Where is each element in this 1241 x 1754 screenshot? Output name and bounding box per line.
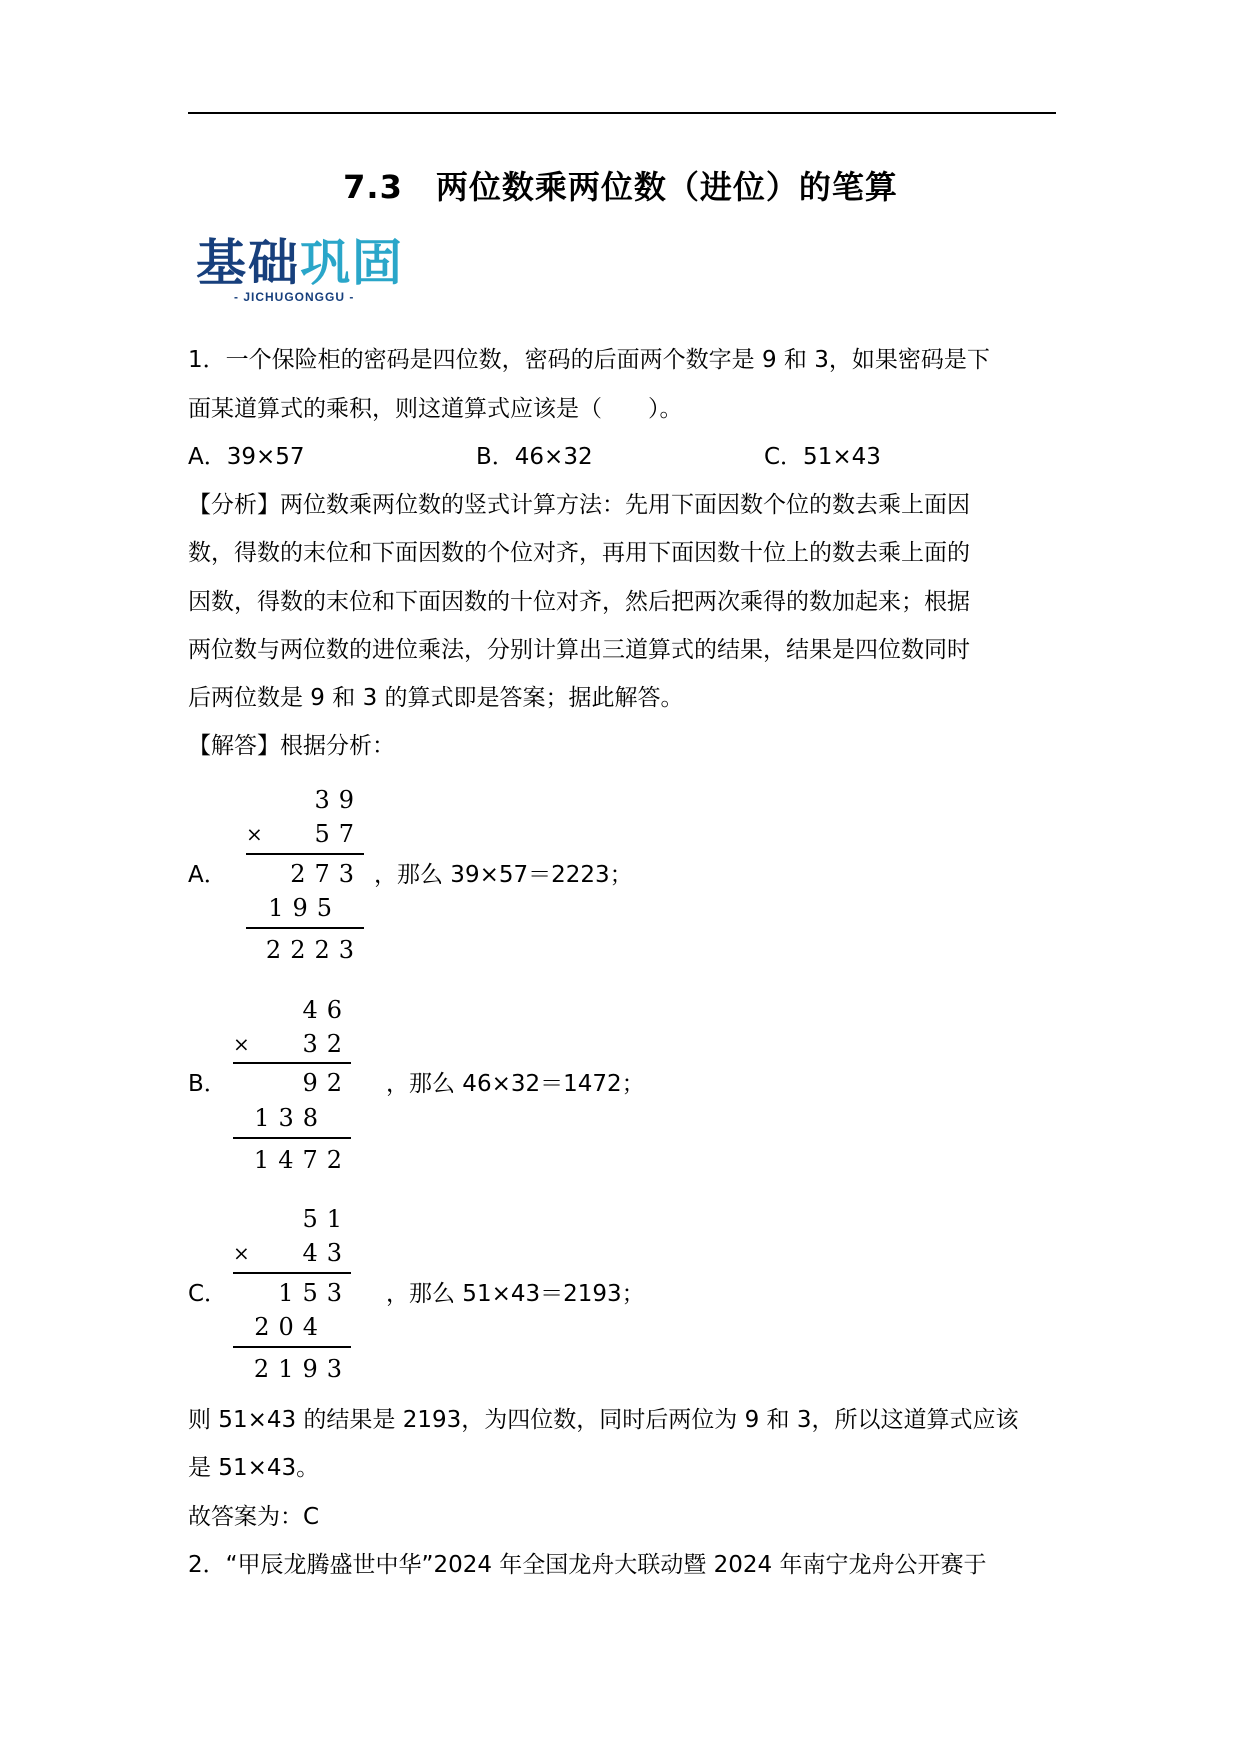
calc-rule — [233, 1346, 351, 1348]
partial-product-1: 92 — [302, 1069, 351, 1097]
times-sign: × — [233, 1032, 250, 1056]
analysis-line: 数，得数的末位和下面因数的个位对齐，再用下面因数十位上的数去乘上面的 — [188, 540, 970, 566]
answer-intro: 【解答】根据分析： — [188, 733, 395, 759]
vertical-label: C． — [188, 1281, 228, 1307]
q1-option-c: C．51×43 — [764, 444, 881, 470]
q1-stem-line2: 面某道算式的乘积，则这道算式应该是（ ）。 — [188, 396, 683, 422]
times-sign: × — [233, 1241, 250, 1265]
calc-rule — [233, 1272, 351, 1274]
product-sum: 2223 — [265, 936, 363, 964]
multiplicand: 51 — [302, 1205, 351, 1233]
times-sign: × — [246, 822, 263, 846]
logo-subtitle: - JICHUGONGGU - — [234, 290, 355, 304]
vertical-result: ，那么 39×57＝2223； — [374, 862, 633, 888]
vertical-label: B． — [188, 1071, 227, 1097]
vertical-label: A． — [188, 862, 227, 888]
product-sum: 2193 — [253, 1355, 351, 1383]
analysis-line: 两位数与两位数的进位乘法，分别计算出三道算式的结果，结果是四位数同时 — [188, 637, 970, 663]
final-answer: 故答案为：C — [188, 1504, 320, 1530]
calc-rule — [233, 1062, 351, 1064]
multiplicand: 39 — [314, 786, 363, 814]
section-logo — [196, 234, 416, 304]
partial-product-1: 153 — [278, 1279, 351, 1307]
partial-product-2: 204 — [254, 1313, 327, 1341]
partial-product-2: 195 — [268, 894, 341, 922]
partial-product-2: 138 — [254, 1104, 327, 1132]
multiplier: 32 — [302, 1030, 351, 1058]
vertical-result: ，那么 51×43＝2193； — [386, 1281, 645, 1307]
q1-option-b: B．46×32 — [476, 444, 593, 470]
conclusion-line2: 是 51×43。 — [188, 1455, 320, 1481]
calc-rule — [246, 927, 364, 929]
q1-stem-line1: 1．一个保险柜的密码是四位数，密码的后面两个数字是 9 和 3，如果密码是下 — [188, 347, 990, 373]
calc-rule — [246, 853, 364, 855]
calc-rule — [233, 1137, 351, 1139]
vertical-result: ，那么 46×32＝1472； — [386, 1071, 645, 1097]
q1-option-a: A．39×57 — [188, 444, 305, 470]
partial-product-1: 273 — [290, 860, 363, 888]
page-title: 7.3 两位数乘两位数（进位）的笔算 — [343, 168, 898, 206]
conclusion-line1: 则 51×43 的结果是 2193，为四位数，同时后两位为 9 和 3，所以这道算式应该 — [188, 1407, 1019, 1433]
logo-text: 基础巩固 — [196, 234, 404, 292]
multiplicand: 46 — [302, 996, 351, 1024]
multiplier: 57 — [314, 820, 363, 848]
product-sum: 1472 — [253, 1146, 351, 1174]
analysis-line: 后两位数是 9 和 3 的算式即是答案；据此解答。 — [188, 685, 684, 711]
analysis-line: 因数，得数的末位和下面因数的十位对齐，然后把两次乘得的数加起来；根据 — [188, 589, 970, 615]
q2-stem-line1: 2．“甲辰龙腾盛世中华”2024 年全国龙舟大联动暨 2024 年南宁龙舟公开赛于 — [188, 1552, 987, 1578]
header-rule — [188, 112, 1056, 114]
analysis-line: 【分析】两位数乘两位数的竖式计算方法：先用下面因数个位的数去乘上面因 — [188, 492, 970, 518]
multiplier: 43 — [302, 1239, 351, 1267]
